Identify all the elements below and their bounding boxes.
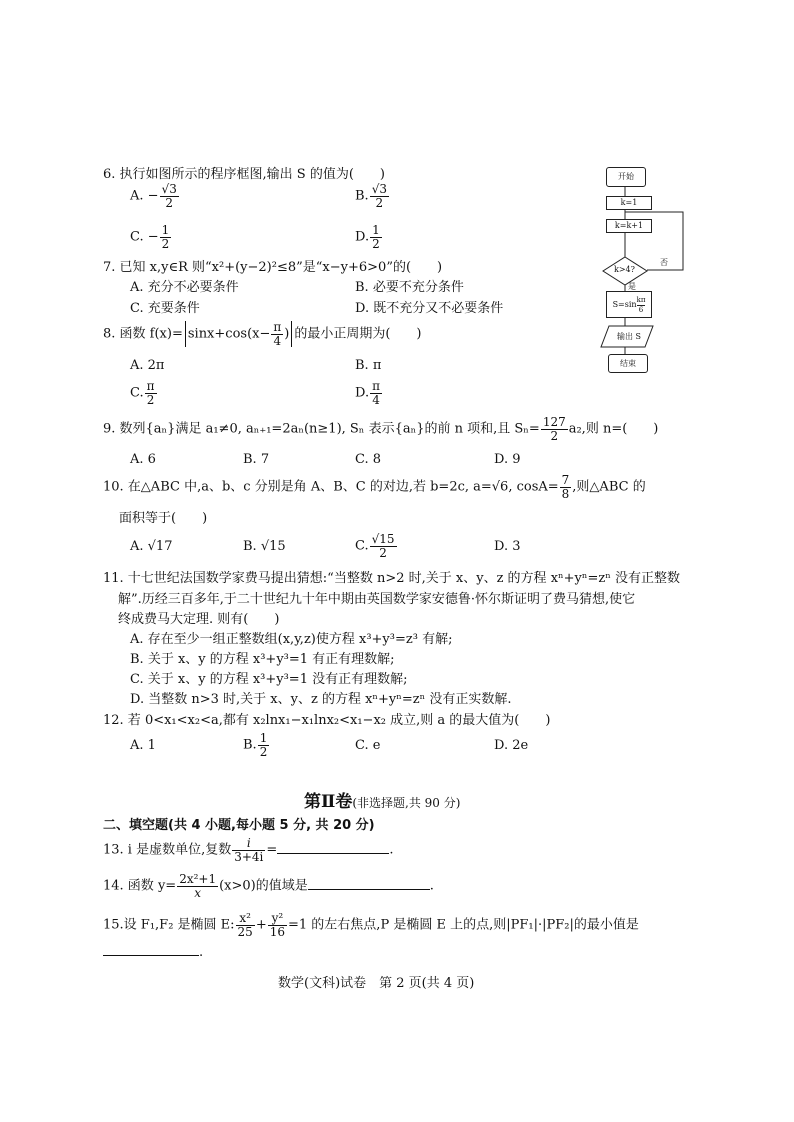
q8-option-a: A. 2π <box>130 358 165 373</box>
flowchart-end: 结束 <box>608 354 648 373</box>
q11-stem-line3: 终成费马大定理. 则有( ) <box>118 612 280 627</box>
flowchart-init: k=1 <box>606 196 652 210</box>
q8-option-c: C. $\frac{\pi}{2}$ <box>130 379 155 407</box>
q9-option-b: B. 7 <box>243 452 270 467</box>
q9-option-c: C. 8 <box>355 452 382 467</box>
q12-option-d: D. 2e <box>494 738 529 753</box>
q10-option-c: C. $\frac{√15}{2}$ <box>355 532 395 560</box>
part2-title: 第Ⅱ卷(非选择题,共 90 分) <box>304 792 461 812</box>
q9-stem: 9. 数列{aₙ}满足 a₁≠0, aₙ₊₁=2aₙ(n≥1), Sₙ 表示{aₙ}的前 n 项和,且 Sₙ= $\frac{127}{2}$ a₂,则 n=( ) <box>103 415 659 443</box>
flowchart-increment: k=k+1 <box>606 219 652 233</box>
flowchart-condition: k>4? <box>614 265 635 274</box>
q10-stem-line2: 面积等于( ) <box>119 511 208 526</box>
q14-answer-blank[interactable] <box>308 879 430 890</box>
q13-stem: 13. i 是虚数单位,复数 $\frac{i}{3+4i}$ = . <box>103 836 394 864</box>
q11-option-d: D. 当整数 n>3 时,关于 x、y、z 的方程 xⁿ+yⁿ=zⁿ 没有正实数解. <box>130 692 512 707</box>
q14-stem: 14. 函数 y= $\frac{\text{2x²+1}}{x}$ (x>0)的值域是 . <box>103 872 434 900</box>
flowchart-connectors <box>590 160 700 380</box>
q6-option-a: A. − $\frac{√3}{2}$ <box>130 182 177 210</box>
q11-option-a: A. 存在至少一组正整数组(x,y,z)使方程 x³+y³=z³ 有解; <box>130 632 453 647</box>
q15-blank-line: . <box>103 945 203 960</box>
flowchart-assign: S=sin $\frac{k\pi}{6}$ <box>606 291 652 318</box>
q7-option-c: C. 充要条件 <box>130 301 200 316</box>
q10-option-d: D. 3 <box>494 539 521 554</box>
q6-option-b: B. $\frac{√3}{2}$ <box>355 182 387 210</box>
q12-stem: 12. 若 0<x₁<x₂<a,都有 x₂lnx₁−x₁lnx₂<x₁−x₂ 成立,则 a 的最大值为( ) <box>103 713 551 728</box>
q8-stem: 8. 函数 f(x)= sinx+cos(x− $\frac{\pi}{4}$ ) 的最小正周期为( ) <box>103 320 422 348</box>
q7-stem: 7. 已知 x,y∈R 则“x²+(y−2)²≤8”是“x−y+6>0”的( ) <box>103 260 443 275</box>
q11-option-b: B. 关于 x、y 的方程 x³+y³=1 有正有理数解; <box>130 652 395 667</box>
q11-stem-line1: 11. 十七世纪法国数学家费马提出猜想:“当整数 n>2 时,关于 x、y、z 的方程 xⁿ+yⁿ=zⁿ 没有正整数 <box>103 571 681 586</box>
q11-option-c: C. 关于 x、y 的方程 x³+y³=1 没有正有理数解; <box>130 672 408 687</box>
q13-answer-blank[interactable] <box>277 843 389 854</box>
q8-option-b: B. π <box>355 358 382 373</box>
q8-option-d: D. $\frac{\pi}{4}$ <box>355 379 380 407</box>
q6-option-d: D. $\frac{1}{2}$ <box>355 223 380 251</box>
q10-option-a: A. √17 <box>130 539 173 554</box>
q15-stem: 15.设 F₁,F₂ 是椭圆 E: $\frac{\text{x²}}{25}$ + $\frac{\text{y²}}{16}$ =1 的左右焦点,P 是椭圆 E 上的点,则|PF₁|·|PF₂|的最小值是 <box>103 911 639 939</box>
q7-option-b: B. 必要不充分条件 <box>355 280 464 295</box>
flowchart-yes-label: 是 <box>628 282 636 291</box>
flowchart-start: 开始 <box>606 167 646 187</box>
flowchart-output: 输出 S <box>617 332 642 341</box>
q9-option-a: A. 6 <box>130 452 156 467</box>
q6-stem: 6. 执行如图所示的程序框图,输出 S 的值为( ) <box>103 167 385 182</box>
q7-option-d: D. 既不充分又不必要条件 <box>355 301 504 316</box>
q6-option-c: C. − $\frac{1}{2}$ <box>130 223 170 251</box>
page-footer: 数学(文科)试卷 第 2 页(共 4 页) <box>278 976 475 991</box>
q12-option-c: C. e <box>355 738 381 753</box>
flowchart-no-label: 否 <box>660 258 668 267</box>
q9-option-d: D. 9 <box>494 452 521 467</box>
q7-option-a: A. 充分不必要条件 <box>130 280 239 295</box>
fill-section-heading: 二、填空题(共 4 小题,每小题 5 分, 共 20 分) <box>103 818 375 833</box>
q10-stem: 10. 在△ABC 中,a、b、c 分别是角 A、B、C 的对边,若 b=2c, a=√6, cosA= $\frac{7}{8}$ ,则△ABC 的 <box>103 473 646 501</box>
q15-answer-blank[interactable] <box>103 945 199 956</box>
q12-option-a: A. 1 <box>130 738 156 753</box>
q11-stem-line2: 解”.历经三百多年,于二十世纪九十年中期由英国数学家安德鲁·怀尔斯证明了费马猜想,使它 <box>118 592 636 607</box>
q10-option-b: B. √15 <box>243 539 286 554</box>
q12-option-b: B. $\frac{1}{2}$ <box>243 731 268 759</box>
